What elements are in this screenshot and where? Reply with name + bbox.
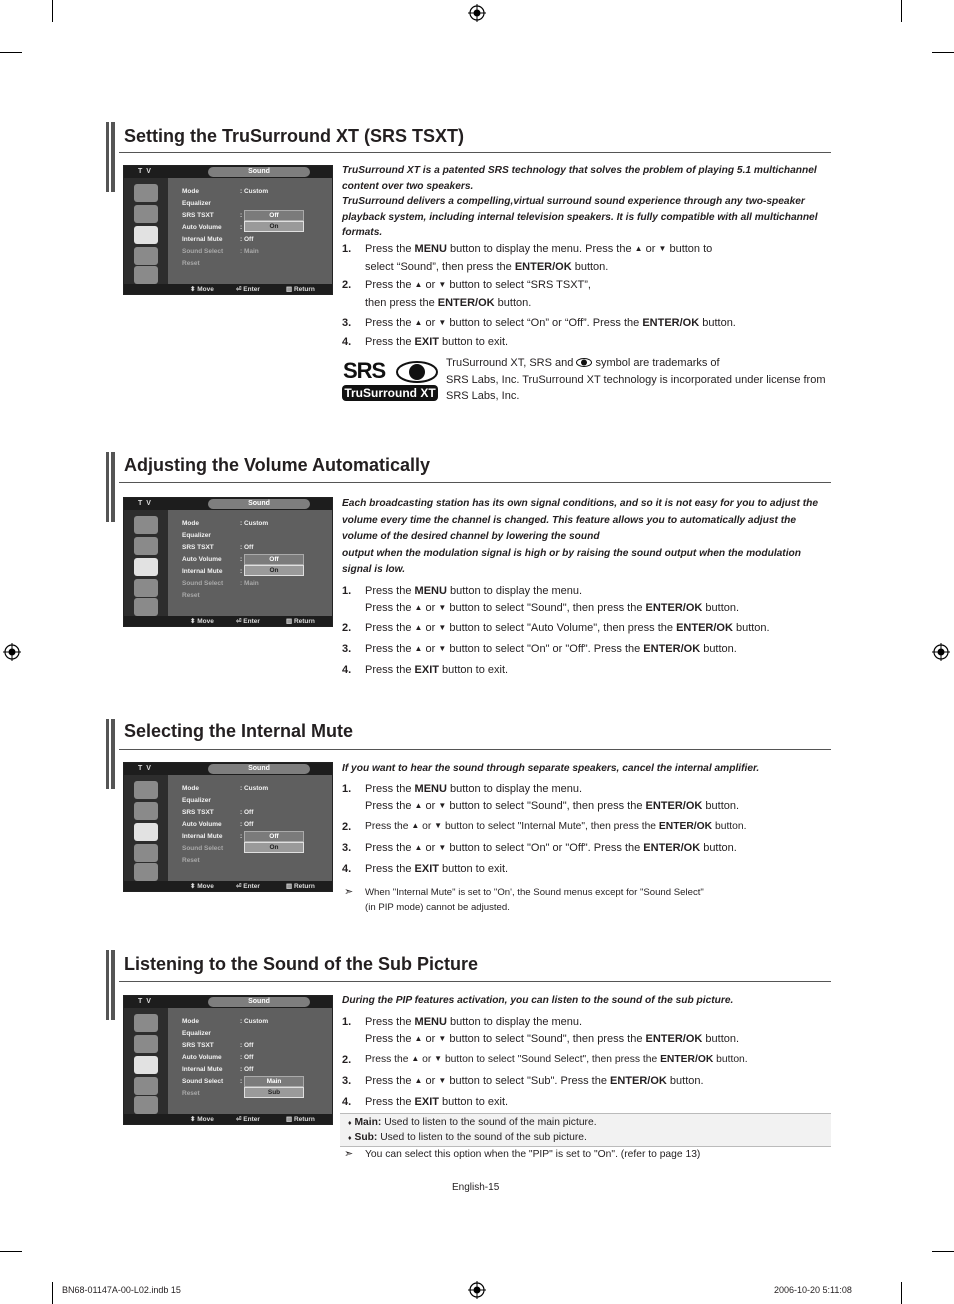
bullet-item: ♦ Sub: Used to listen to the sound of the sub picture. <box>348 1132 587 1143</box>
up-arrow-icon: ▲ <box>411 1054 420 1063</box>
channel-icon <box>134 579 158 597</box>
section-title: Listening to the Sound of the Sub Picture <box>124 954 478 974</box>
intro-text: Each broadcasting station has its own signal conditions, and so it is not easy for you to adjust the volume every time the channel is changed. This feature allows you to automatically adjust the volume of the desired channel by lowering the sound output when the modulation signal is high or by raising the sound output when the modulation signal is low. <box>342 498 819 575</box>
down-arrow-icon: ▼ <box>434 1054 443 1063</box>
options-box <box>340 1113 831 1147</box>
diamond-bullet-icon: ♦ <box>348 1135 352 1142</box>
sound-menu-screenshot: T V Sound Mode : Custom Equalizer SRS TSXT : Off Auto Volume : Off Internal Mute : Sound Select Reset Off On ⬍ Move ⏎ Enter ▥ Return <box>123 762 333 892</box>
up-arrow-icon: ▲ <box>414 318 423 327</box>
down-arrow-icon: ▼ <box>438 843 447 852</box>
up-arrow-icon: ▲ <box>414 800 423 810</box>
picture-icon <box>134 184 158 202</box>
registration-mark-icon <box>468 1281 486 1299</box>
channel-icon <box>134 1077 158 1095</box>
sound-icon <box>134 558 158 576</box>
down-arrow-icon: ▼ <box>438 602 447 612</box>
setup-gear-icon <box>134 598 158 616</box>
up-arrow-icon: ▲ <box>414 602 423 612</box>
down-arrow-icon: ▼ <box>438 800 447 810</box>
down-arrow-icon: ▼ <box>434 821 443 830</box>
sound-icon <box>134 823 158 841</box>
sound-menu-screenshot: T V Sound Mode : Custom Equalizer SRS TSXT : Off Auto Volume : Off Internal Mute : Off Sound Select : Reset Main Sub ⬍ Move ⏎ Enter ▥ Return <box>123 995 333 1125</box>
trademark-text: TruSurround XT, SRS and symbol are trademarks of SRS Labs, Inc. TruSurround XT technology is incorporated under license from SRS Labs, Inc. <box>446 357 826 402</box>
channel-icon <box>134 844 158 862</box>
up-arrow-icon: ▲ <box>414 280 423 289</box>
up-arrow-icon: ▲ <box>411 821 420 830</box>
up-arrow-icon: ▲ <box>414 644 423 653</box>
note-arrow-icon: ➣ <box>344 886 354 898</box>
down-arrow-icon: ▼ <box>438 1033 447 1043</box>
up-arrow-icon: ▲ <box>414 1076 423 1085</box>
section-title: Adjusting the Volume Automatically <box>124 455 431 475</box>
input-icon <box>134 802 158 820</box>
footer-file: BN68-01147A-00-L02.indb 15 <box>62 1285 181 1295</box>
footer-date: 2006-10-20 5:11:08 <box>774 1285 852 1295</box>
srs-circle-icon <box>396 361 438 383</box>
setup-gear-icon <box>134 266 158 284</box>
sound-menu-screenshot: T V Sound Mode : Custom Equalizer SRS TSXT : Off Auto Volume : Internal Mute : Sound Select : Main Reset Off On ⬍ Move ⏎ Enter ▥ Return <box>123 497 333 627</box>
input-icon <box>134 537 158 555</box>
up-arrow-icon: ▲ <box>414 843 423 852</box>
channel-icon <box>134 247 158 265</box>
section-title: Setting the TruSurround XT (SRS TSXT) <box>124 126 464 146</box>
sound-icon <box>134 226 158 244</box>
down-arrow-icon: ▼ <box>438 644 447 653</box>
intro-text: TruSurround XT is a patented SRS technology that solves the problem of playing 5.1 multichannel content over two speakers. TruSurround delivers a compelling,virtual surround sound experience through any two-speaker playback system, including internal television speakers. It is fully compatible with all multichannel formats. <box>342 165 818 238</box>
down-arrow-icon: ▼ <box>438 1076 447 1085</box>
up-arrow-icon: ▲ <box>634 244 643 253</box>
up-arrow-icon: ▲ <box>414 623 423 632</box>
bullet-item: ♦ Main: Used to listen to the sound of the main picture. <box>348 1117 597 1128</box>
input-icon <box>134 1035 158 1053</box>
picture-icon <box>134 1014 158 1032</box>
registration-mark-icon <box>932 643 950 661</box>
srs-trusurround-logo: SRS TruSurround XT <box>341 360 439 402</box>
down-arrow-icon: ▼ <box>438 623 447 632</box>
down-arrow-icon: ▼ <box>438 280 447 289</box>
diamond-bullet-icon: ♦ <box>348 1120 352 1127</box>
srs-circle-icon <box>576 358 592 367</box>
up-arrow-icon: ▲ <box>414 1033 423 1043</box>
note-arrow-icon: ➣ <box>344 1148 354 1160</box>
setup-gear-icon <box>134 1096 158 1114</box>
input-icon <box>134 205 158 223</box>
sound-menu-screenshot: T V Sound Mode : Custom Equalizer SRS TSXT : Auto Volume : Internal Mute : Off Sound Select : Main Reset Off On ⬍ Move ⏎ Enter ▥ Return <box>123 165 333 295</box>
intro-text: During the PIP features activation, you can listen to the sound of the sub picture. <box>342 995 734 1006</box>
down-arrow-icon: ▼ <box>658 244 667 253</box>
page-number: English-15 <box>452 1182 500 1193</box>
registration-mark-icon <box>3 643 21 661</box>
setup-gear-icon <box>134 863 158 881</box>
picture-icon <box>134 781 158 799</box>
down-arrow-icon: ▼ <box>438 318 447 327</box>
registration-mark-icon <box>468 4 486 22</box>
sound-icon <box>134 1056 158 1074</box>
intro-text: If you want to hear the sound through separate speakers, cancel the internal amplifier. <box>342 763 760 774</box>
section-title: Selecting the Internal Mute <box>124 721 354 741</box>
picture-icon <box>134 516 158 534</box>
